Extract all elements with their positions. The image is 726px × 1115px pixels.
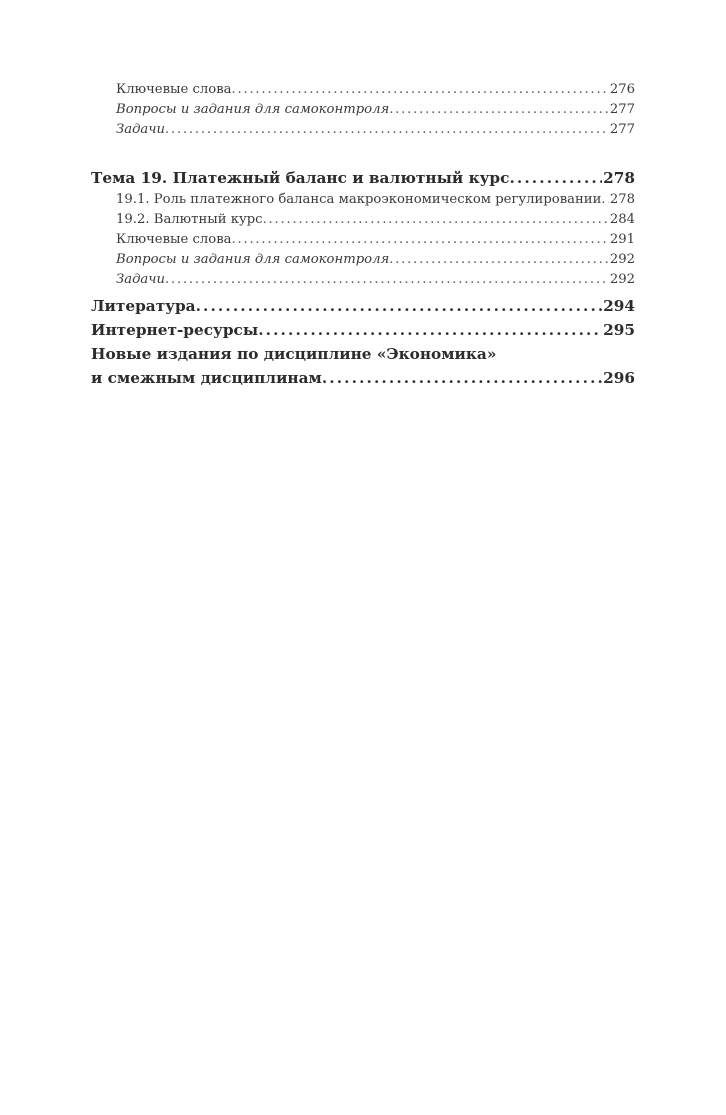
leader-dots [509,166,602,190]
section-spacer [91,140,635,166]
toc-entry-title: Вопросы и задания для самоконтроля [116,102,390,117]
toc-entry-title: 19.1. Роль платежного баланса макроэкономическом регулировании [116,192,602,207]
toc-entry-title: Задачи [116,122,165,137]
toc-entry-19-1[interactable] [91,190,635,210]
leader-dots [601,190,608,210]
toc-chapter-page: 278 [603,169,635,187]
toc-entry-page: 292 [609,252,635,267]
leader-dots [389,100,609,120]
toc-entry-literature[interactable] [91,294,635,318]
toc-entry-questions-18[interactable] [91,100,635,120]
toc-chapter-title-line2: и смежным дисциплинам [91,369,322,387]
toc-entry-page: 291 [609,232,635,247]
toc-chapter-page: 294 [603,297,635,315]
toc-entry-title: Ключевые слова [116,232,232,247]
toc-entry-tasks-19[interactable] [91,270,635,290]
toc-entry-keywords-19[interactable] [91,230,635,250]
leader-dots [232,80,609,100]
toc-entry-title: Ключевые слова [116,82,232,97]
toc-entry-page: 278 [609,192,635,207]
table-of-contents [91,80,635,390]
toc-chapter-title-line1: Новые издания по дисциплине «Экономика» [91,345,497,363]
leader-dots [389,250,609,270]
toc-entry-tasks-18[interactable] [91,120,635,140]
toc-chapter-title: Интернет-ресурсы [91,321,259,339]
toc-chapter-page: 296 [603,369,635,387]
leader-dots [322,366,602,390]
leader-dots [232,230,609,250]
toc-chapter-title: Литература [91,297,196,315]
leader-dots [165,120,609,140]
toc-entry-page: 277 [609,122,635,137]
toc-entry-new-editions[interactable] [91,342,635,390]
toc-chapter-title: Тема 19. Платежный баланс и валютный курс [91,169,510,187]
leader-dots [196,294,602,318]
leader-dots [258,318,602,342]
toc-entry-page: 284 [609,212,635,227]
leader-dots [263,210,609,230]
toc-entry-internet-resources[interactable] [91,318,635,342]
toc-entry-questions-19[interactable] [91,250,635,270]
toc-chapter-page: 295 [603,321,635,339]
toc-entry-page: 276 [609,82,635,97]
toc-entry-keywords-18[interactable] [91,80,635,100]
toc-entry-page: 277 [609,102,635,117]
toc-entry-page: 292 [609,272,635,287]
leader-dots [165,270,609,290]
toc-entry-title: Задачи [116,272,165,287]
toc-entry-title: 19.2. Валютный курс [116,212,263,227]
toc-entry-19-2[interactable] [91,210,635,230]
toc-entry-title: Вопросы и задания для самоконтроля [116,252,390,267]
toc-entry-topic-19[interactable] [91,166,635,190]
